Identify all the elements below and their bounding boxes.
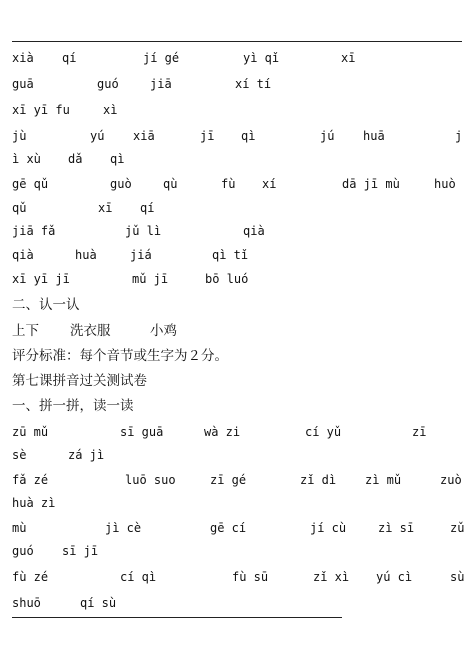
pinyin-word: zǔ — [450, 521, 465, 535]
pinyin-row-11 — [0, 421, 474, 443]
pinyin-word: qià — [12, 248, 34, 262]
pinyin-word: dǎ — [68, 152, 83, 166]
pinyin-word: mù — [12, 521, 27, 535]
pinyin-word: sè — [12, 448, 27, 462]
pinyin-word: zǐ xì — [313, 570, 350, 584]
pinyin-word: jiā — [150, 77, 172, 91]
pinyin-word: zì mǔ — [365, 473, 402, 487]
pinyin-word: zū mǔ — [12, 425, 49, 439]
section-heading-recognize: 二、认一认 — [12, 297, 80, 313]
pinyin-word: huà zì — [12, 496, 56, 510]
pinyin-word: qí — [62, 51, 77, 65]
pinyin-word: fù — [221, 177, 236, 191]
pinyin-word: mǔ jī — [132, 272, 169, 286]
pinyin-word: zì sī — [378, 521, 415, 535]
pinyin-word: jiā fǎ — [12, 224, 56, 238]
pinyin-row-15 — [0, 517, 474, 539]
pinyin-row-7 — [0, 197, 474, 219]
pinyin-row-18 — [0, 592, 474, 614]
pinyin-row-2 — [0, 73, 474, 95]
pinyin-word: xí — [262, 177, 277, 191]
pinyin-word: qǔ — [12, 201, 27, 215]
pinyin-word: xiā — [133, 129, 155, 143]
pinyin-row-1 — [0, 47, 474, 69]
pinyin-row-6 — [0, 173, 474, 195]
pinyin-word: yú — [90, 129, 105, 143]
pinyin-word: shuō — [12, 596, 41, 610]
pinyin-word: huā — [363, 129, 385, 143]
pinyin-word: jí cù — [310, 521, 347, 535]
pinyin-word: fù zé — [12, 570, 49, 584]
pinyin-word: fù sū — [232, 570, 269, 584]
pinyin-row-3 — [0, 99, 474, 121]
pinyin-word: bō luó — [205, 272, 249, 286]
pinyin-row-10 — [0, 268, 474, 290]
pinyin-word: guó — [12, 544, 34, 558]
pinyin-word: guò — [110, 177, 132, 191]
pinyin-word: xī yī jī — [12, 272, 70, 286]
pinyin-word: jì cè — [105, 521, 142, 535]
pinyin-row-8 — [0, 220, 474, 242]
pinyin-word: qì — [110, 152, 125, 166]
pinyin-word: dā jī mù — [342, 177, 400, 191]
chinese-word: 上下 — [12, 323, 39, 339]
pinyin-word: xī yī fu — [12, 103, 70, 117]
pinyin-word: guā — [12, 77, 34, 91]
pinyin-row-13 — [0, 469, 474, 491]
pinyin-word: huà — [75, 248, 97, 262]
pinyin-word: qì — [241, 129, 256, 143]
pinyin-word: sù — [450, 570, 465, 584]
pinyin-row-4 — [0, 125, 474, 147]
pinyin-word: cí yǔ — [305, 425, 342, 439]
pinyin-row-9 — [0, 244, 474, 266]
pinyin-word: gē cí — [210, 521, 247, 535]
chinese-word: 小鸡 — [150, 323, 177, 339]
section-heading-read: 一、拼一拼，读一读 — [12, 398, 134, 414]
pinyin-row-16 — [0, 540, 474, 562]
pinyin-word: jiá — [130, 248, 152, 262]
pinyin-word: qù — [163, 177, 178, 191]
pinyin-row-14 — [0, 492, 474, 514]
pinyin-word: qí sù — [80, 596, 117, 610]
pinyin-word: huò — [434, 177, 456, 191]
pinyin-word: zá jì — [68, 448, 105, 462]
pinyin-word: jí gé — [143, 51, 180, 65]
pinyin-word: ì xù — [12, 152, 41, 166]
scoring-standard: 评分标准：每个音节或生字为２分。 — [12, 348, 228, 364]
pinyin-word: luō suo — [125, 473, 176, 487]
pinyin-word: guó — [97, 77, 119, 91]
pinyin-word: xià — [12, 51, 34, 65]
pinyin-row-5 — [0, 148, 474, 170]
bottom-rule — [12, 617, 342, 618]
pinyin-row-17 — [0, 566, 474, 588]
pinyin-word: j — [455, 129, 463, 143]
pinyin-word: fǎ zé — [12, 473, 49, 487]
pinyin-word: qí — [140, 201, 155, 215]
top-rule — [12, 41, 462, 42]
pinyin-word: sī jī — [62, 544, 99, 558]
pinyin-word: zī gé — [210, 473, 247, 487]
pinyin-word: jī — [200, 129, 215, 143]
pinyin-word: gē qǔ — [12, 177, 49, 191]
test-title: 第七课拼音过关测试卷 — [12, 373, 147, 389]
pinyin-word: xī — [98, 201, 113, 215]
pinyin-word: zǐ dì — [300, 473, 337, 487]
pinyin-word: qià — [243, 224, 265, 238]
pinyin-word: wà zi — [204, 425, 241, 439]
pinyin-word: cí qì — [120, 570, 157, 584]
pinyin-word: xì — [103, 103, 118, 117]
pinyin-row-12 — [0, 444, 474, 466]
pinyin-word: yì qǐ — [243, 51, 280, 65]
pinyin-word: qì tǐ — [212, 248, 249, 262]
pinyin-word: xī — [341, 51, 356, 65]
chinese-word: 洗衣服 — [70, 323, 111, 339]
pinyin-word: zī — [412, 425, 427, 439]
pinyin-word: xí tí — [235, 77, 272, 91]
pinyin-word: jú — [320, 129, 335, 143]
pinyin-word: jǔ lì — [125, 224, 162, 238]
pinyin-word: jù — [12, 129, 27, 143]
pinyin-word: yú cì — [376, 570, 413, 584]
pinyin-word: zuò — [440, 473, 462, 487]
pinyin-word: sī guā — [120, 425, 164, 439]
